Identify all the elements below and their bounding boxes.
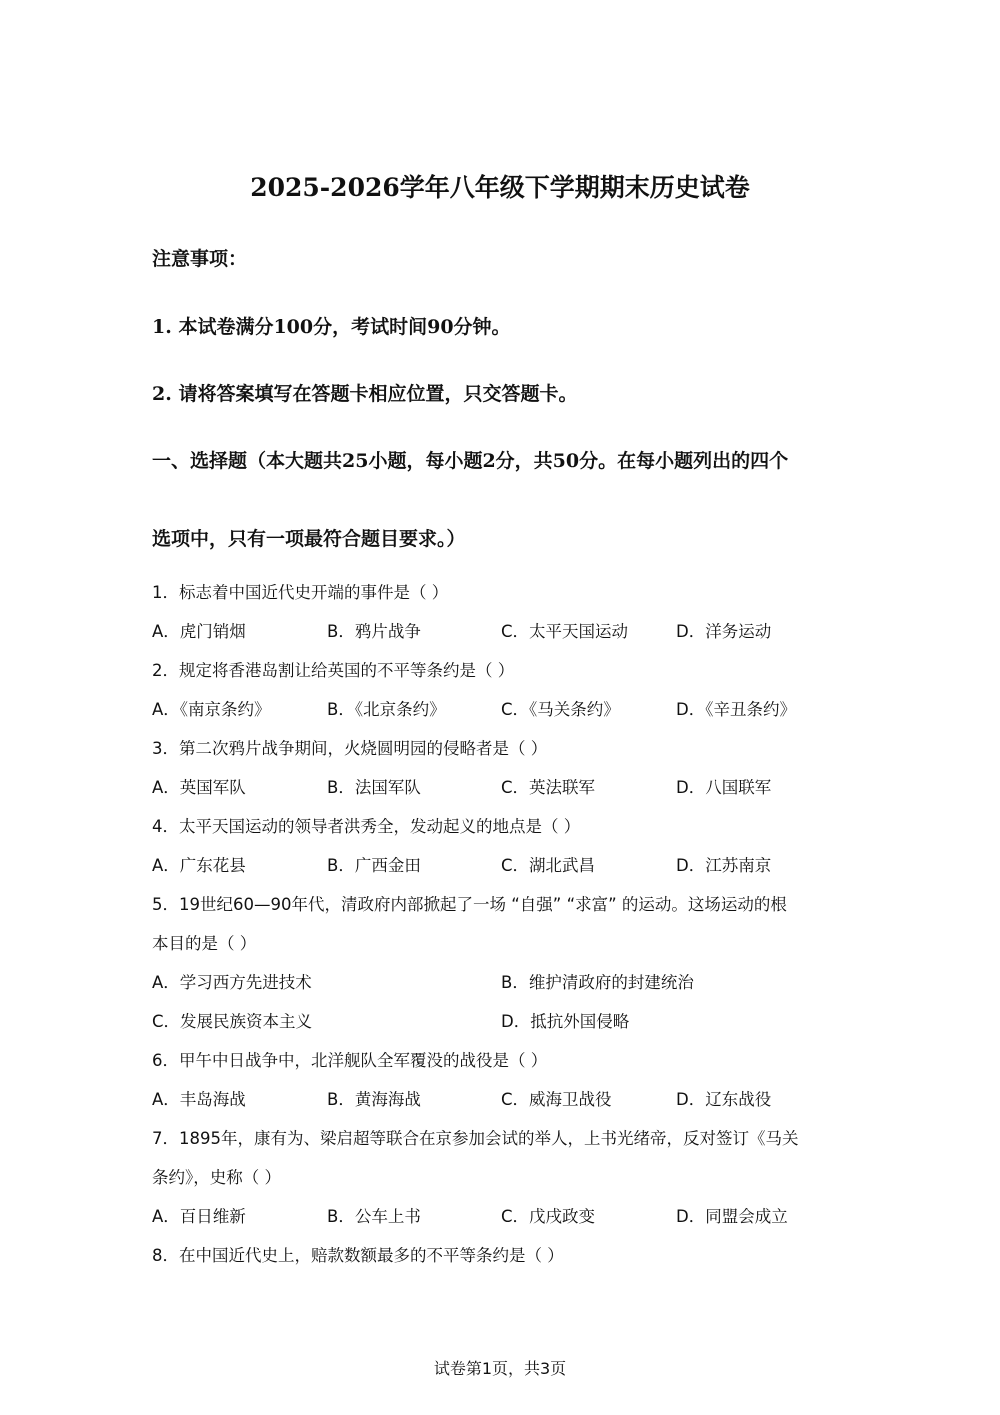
option-c: C．太平天国运动 <box>501 622 629 641</box>
question-5-options-row-1 <box>152 969 852 993</box>
question-3-stem: 3．第二次鸦片战争期间，火烧圆明园的侵略者是（ ） <box>152 739 548 758</box>
option-d: D．同盟会成立 <box>676 1207 788 1226</box>
option-a: A．学习西方先进技术 <box>152 973 312 992</box>
option-b: B．鸦片战争 <box>327 622 421 641</box>
page-footer: 试卷第1页，共3页 <box>433 1359 567 1378</box>
option-b: B．《北京条约》 <box>327 700 446 719</box>
option-d: D．抵抗外国侵略 <box>501 1012 630 1031</box>
question-3-options <box>152 774 852 798</box>
notice-item-2: 2. 请将答案填写在答题卡相应位置，只交答题卡。 <box>152 383 578 405</box>
section-heading-line-2: 选项中，只有一项最符合题目要求。） <box>152 528 466 550</box>
option-b: B．法国军队 <box>327 778 421 797</box>
option-c: C．戊戌政变 <box>501 1207 596 1226</box>
option-d: D．辽东战役 <box>676 1090 772 1109</box>
notice-heading: 注意事项： <box>152 248 248 270</box>
question-7-options <box>152 1203 852 1227</box>
option-a: A．广东花县 <box>152 856 246 875</box>
question-6-options <box>152 1086 852 1110</box>
option-b: B．黄海海战 <box>327 1090 421 1109</box>
question-5-stem-line-2: 本目的是（ ） <box>152 934 257 953</box>
question-6-stem: 6．甲午中日战争中，北洋舰队全军覆没的战役是（ ） <box>152 1051 548 1070</box>
option-a: A．虎门销烟 <box>152 622 246 641</box>
question-4-stem: 4．太平天国运动的领导者洪秀全，发动起义的地点是（ ） <box>152 817 581 836</box>
option-a: A．《南京条约》 <box>152 700 271 719</box>
option-c: C．《马关条约》 <box>501 700 620 719</box>
question-7-stem-line-1: 7．1895年，康有为、梁启超等联合在京参加会试的举人，上书光绪帝，反对签订《马关 <box>152 1129 799 1148</box>
question-5-options-row-2 <box>152 1008 852 1032</box>
option-c: C．湖北武昌 <box>501 856 596 875</box>
question-1-stem: 1．标志着中国近代史开端的事件是（ ） <box>152 583 449 602</box>
option-a: A．英国军队 <box>152 778 246 797</box>
option-c: C．发展民族资本主义 <box>152 1012 313 1031</box>
question-8-stem: 8．在中国近代史上，赔款数额最多的不平等条约是（ ） <box>152 1246 564 1265</box>
option-a: A．丰岛海战 <box>152 1090 246 1109</box>
section-heading-line-1: 一、选择题（本大题共25小题，每小题2分，共50分。在每小题列出的四个 <box>152 450 789 472</box>
option-d: D．《辛丑条约》 <box>676 700 796 719</box>
option-b: B．公车上书 <box>327 1207 421 1226</box>
question-1-options <box>152 618 852 642</box>
option-d: D．八国联军 <box>676 778 772 797</box>
question-4-options <box>152 852 852 876</box>
question-5-stem-line-1: 5．19世纪60—90年代，清政府内部掀起了一场 “自强” “求富” 的运动。这场运动的根 <box>152 895 787 914</box>
option-b: B．维护清政府的封建统治 <box>501 973 694 992</box>
notice-item-1: 1. 本试卷满分100分，考试时间90分钟。 <box>152 316 511 338</box>
option-a: A．百日维新 <box>152 1207 246 1226</box>
option-c: C．威海卫战役 <box>501 1090 612 1109</box>
option-c: C．英法联军 <box>501 778 596 797</box>
question-2-options <box>152 696 852 720</box>
option-b: B．广西金田 <box>327 856 421 875</box>
question-7-stem-line-2: 条约》，史称（ ） <box>152 1168 281 1187</box>
question-2-stem: 2．规定将香港岛割让给英国的不平等条约是（ ） <box>152 661 515 680</box>
option-d: D．洋务运动 <box>676 622 772 641</box>
option-d: D．江苏南京 <box>676 856 772 875</box>
exam-title: 2025-2026学年八年级下学期期末历史试卷 <box>250 173 750 202</box>
